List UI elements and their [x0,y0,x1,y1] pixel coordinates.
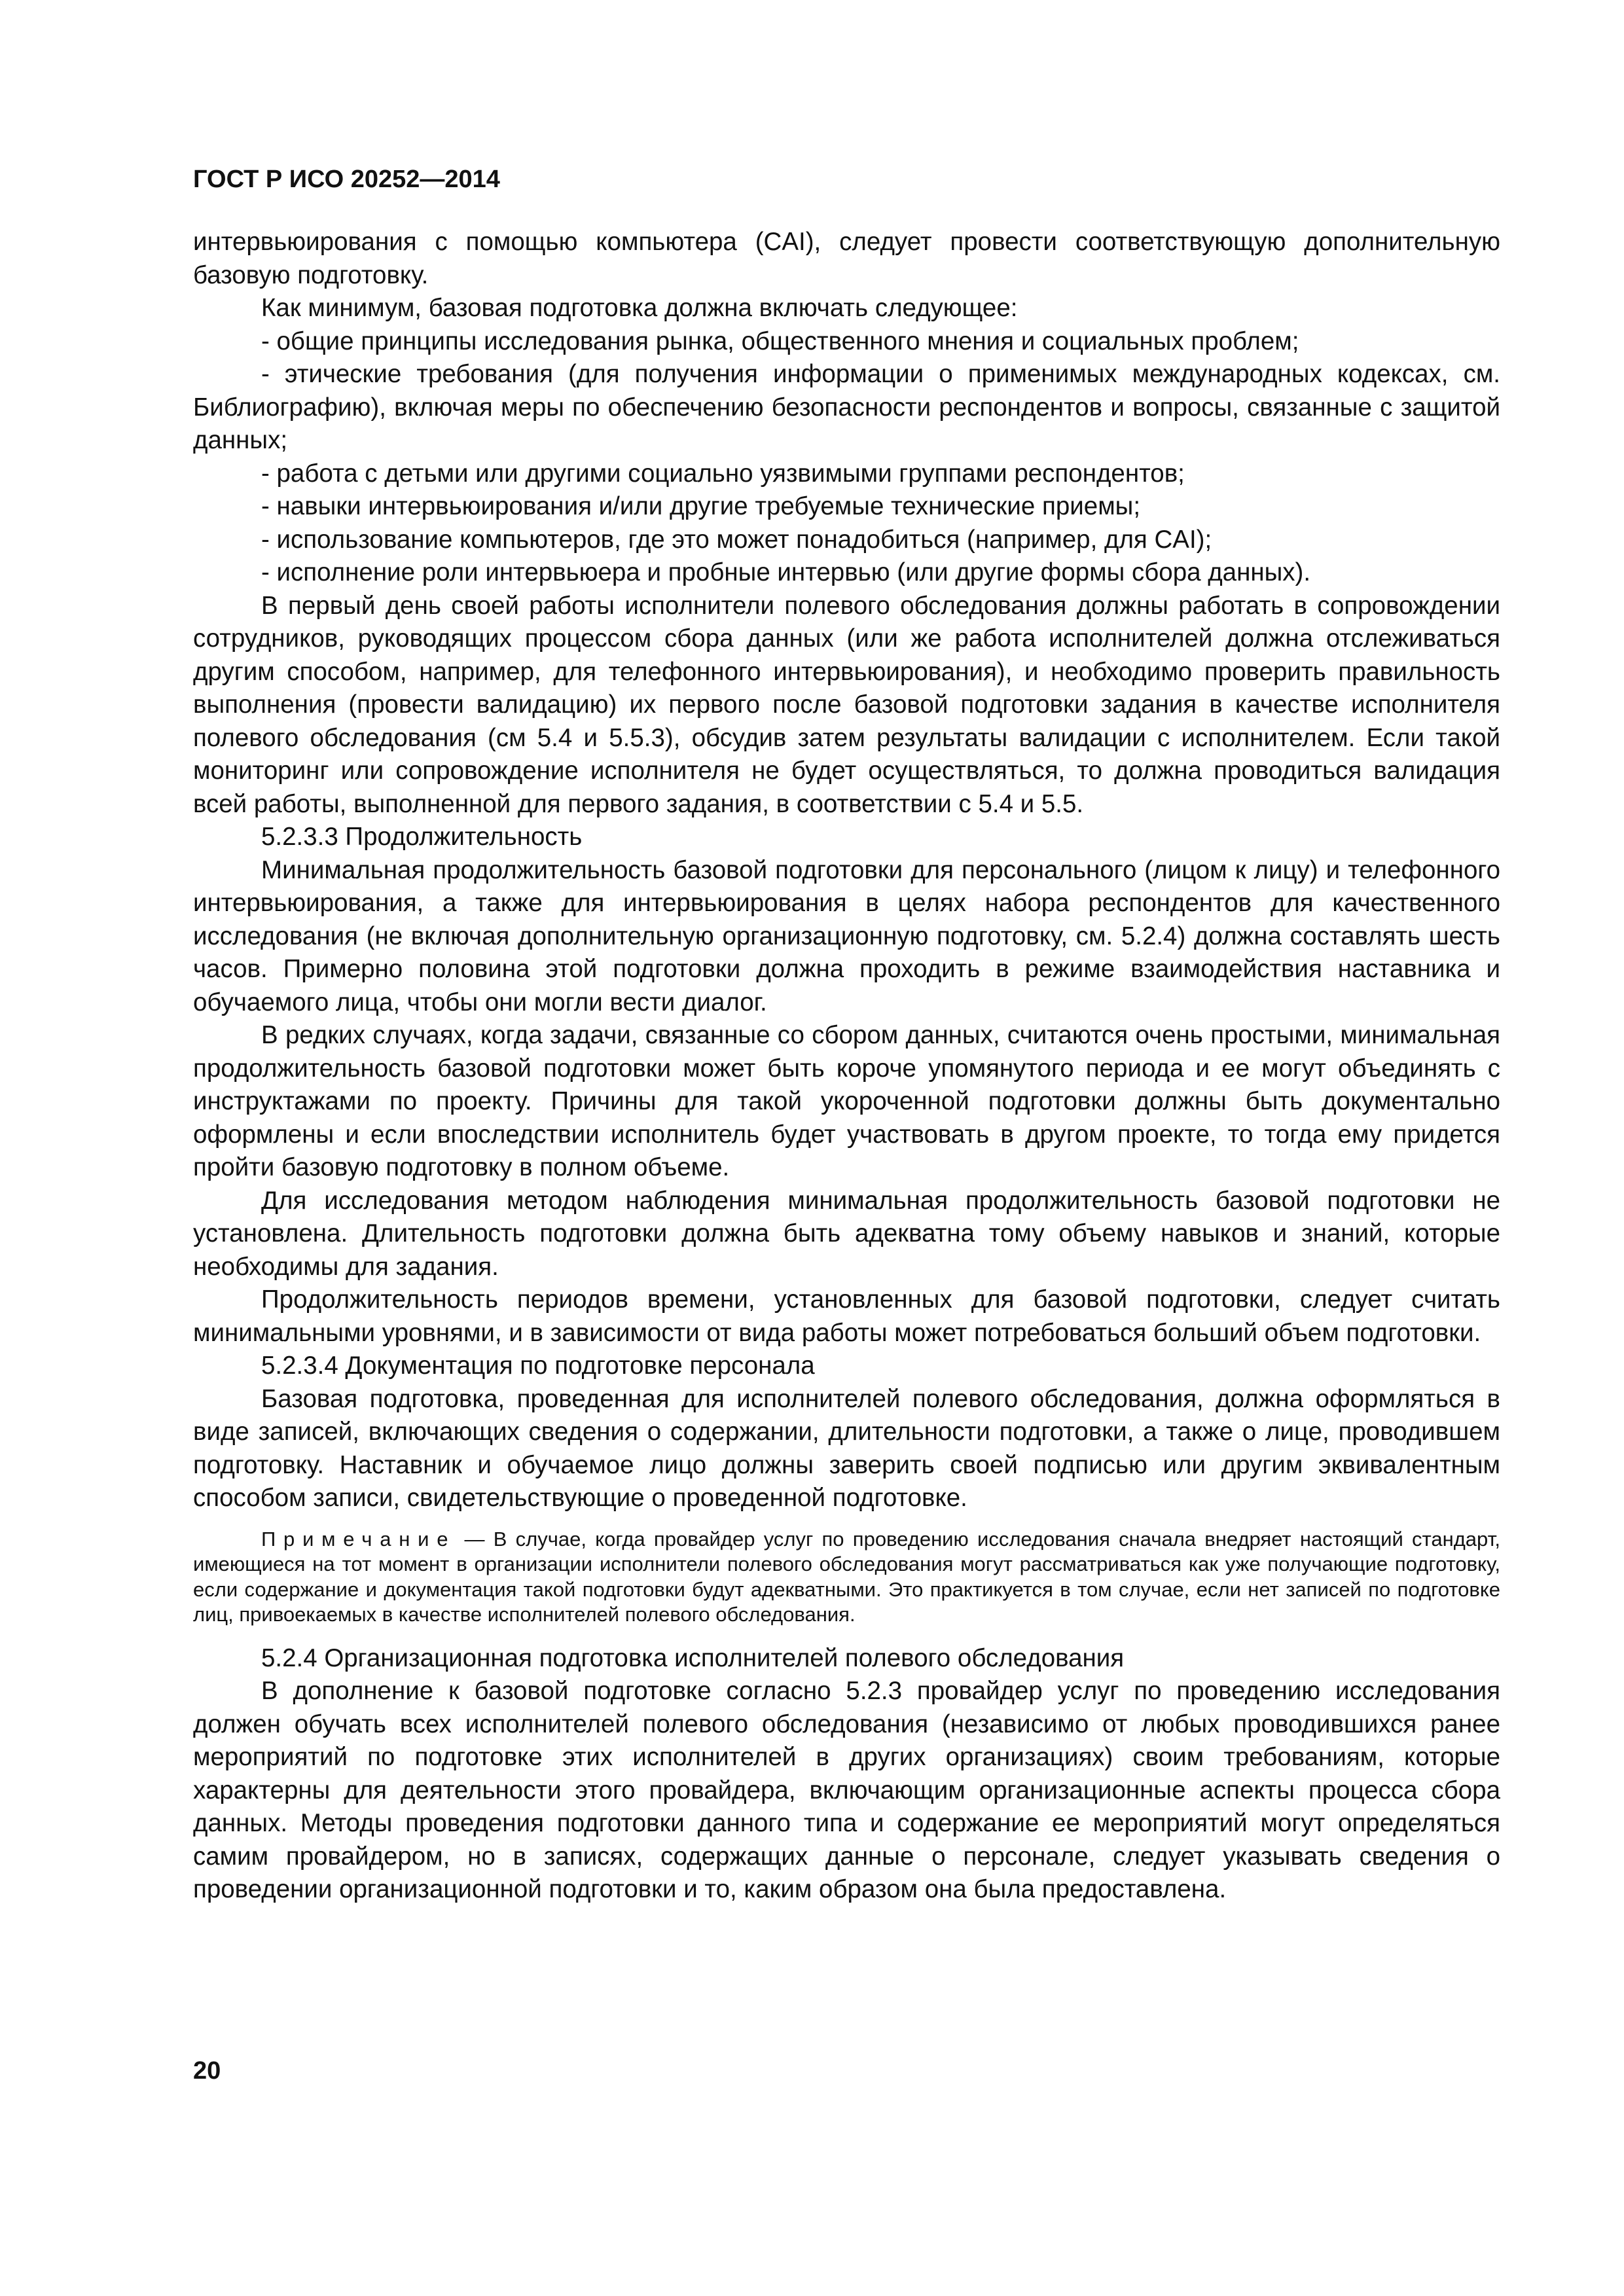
document-header: ГОСТ Р ИСО 20252—2014 [193,166,500,193]
paragraph: В первый день своей работы исполнители полевого обследования должны работать в сопровождении сотрудников, руководящих процессом сбора данных (или же работа исполнителей должна отслеживаться другим способом, например, для телефонного интервьюирования), и необходимо проверить правильность выполнения (провести валидацию) их первого после базовой подготовки задания в качестве исполнителя полевого обследования (см 5.4 и 5.5.3), обсудив затем результаты валидации с исполнителем. Если такой мониторинг или сопровождение исполнителя не будет осуществляться, то должна проводиться валидация всей работы, выполненной для первого задания, в соответствии с 5.4 и 5.5. [193,591,1500,818]
paragraph: Минимальная продолжительность базовой подготовки для персонального (лицом к лицу) и телефонного интервьюирования, а также для интервьюирования в целях набора респондентов для качественного исследования (не включая дополнительную организационную подготовку, см. 5.2.4) должна составлять шесть часов. Примерно половина этой подготовки должна проходить в режиме взаимодействия наставника и обучаемого лица, чтобы они могли вести диалог. [193,855,1500,1016]
paragraph: В редких случаях, когда задачи, связанные со сбором данных, считаются очень простыми, минимальная продолжительность базовой подготовки может быть короче упомянутого периода и ее могут объединять с инструктажами по проекту. Причины для такой укороченной подготовки должны быть документально оформлены и если впоследствии исполнитель будет участвовать в другом проекте, то тогда ему придется пройти базовую подготовку в полном объеме. [193,1021,1500,1181]
list-item: - общие принципы исследования рынка, общественного мнения и социальных проблем; [261,327,1299,355]
note-label: Примечание [261,1527,456,1551]
note [193,1527,1500,1628]
list-item: - работа с детьми или другими социально уязвимыми группами респондентов; [261,459,1185,488]
list-item: - исполнение роли интервьюера и пробные интервью (или другие формы сбора данных). [261,558,1311,586]
list-item: - использование компьютеров, где это может понадобиться (например, для CAI); [261,525,1212,554]
paragraph: В дополнение к базовой подготовке согласно 5.2.3 провайдер услуг по проведению исследования должен обучать всех исполнителей полевого обследования (независимо от любых проводившихся ранее мероприятий по подготовке этих исполнителей в других организациях) своим требованиям, которые характерны для деятельности этого провайдера, включающим организационные аспекты процесса сбора данных. Методы проведения подготовки данного типа и содержание ее мероприятий могут определяться самим провайдером, но в записях, содержащих данные о персонале, следует указывать сведения о проведении организационной подготовки и то, каким образом она была предоставлена. [193,1677,1500,1903]
document-body [193,226,1500,1907]
list-item: - этические требования (для получения информации о применимых международных кодексах, см. Библиографию), включая меры по обеспечению безопасности респондентов и вопросы, связанные с защитой данных; [193,360,1500,454]
paragraph-intro: Как минимум, базовая подготовка должна включать следующее: [261,294,1018,322]
section-heading: 5.2.3.4 Документация по подготовке персонала [261,1352,815,1380]
section-heading: 5.2.4 Организационная подготовка исполнителей полевого обследования [261,1643,1125,1672]
section-heading: 5.2.3.3 Продолжительность [261,823,583,851]
page-number: 20 [193,2057,221,2085]
paragraph: Для исследования методом наблюдения минимальная продолжительность базовой подготовки не установлена. Длительность подготовки должна быть адекватна тому объему навыков и знаний, которые необходимы для задания. [193,1186,1500,1281]
paragraph: Продолжительность периодов времени, установленных для базовой подготовки, следует считать минимальными уровнями, и в зависимости от вида работы может потребоваться больший объем подготовки. [193,1285,1500,1347]
list-item: - навыки интервьюирования и/или другие требуемые технические приемы; [261,492,1141,520]
paragraph-continuation: интервьюирования с помощью компьютера (CAI), следует провести соответствующую дополнительную базовую подготовку. [193,228,1500,289]
paragraph: Базовая подготовка, проведенная для исполнителей полевого обследования, должна оформляться в виде записей, включающих сведения о содержании, длительности подготовки, а также о лице, проводившем подготовку. Наставник и обучаемое лицо должны заверить своей подписью или другим эквивалентным способом записи, свидетельствующие о проведенной подготовке. [193,1384,1500,1512]
note-text: — В случае, когда провайдер услуг по проведению исследования сначала внедряет настоящий стандарт, имеющиеся на тот момент в организации исполнители полевого обследования могут рассматриваться как уже получающие подготовку, если содержание и документация такой подготовки будут адекватными. Это практикуется в том случае, если нет записей по подготовке лиц, привоекаемых в качестве исполнителей полевого обследования. [193,1527,1500,1626]
